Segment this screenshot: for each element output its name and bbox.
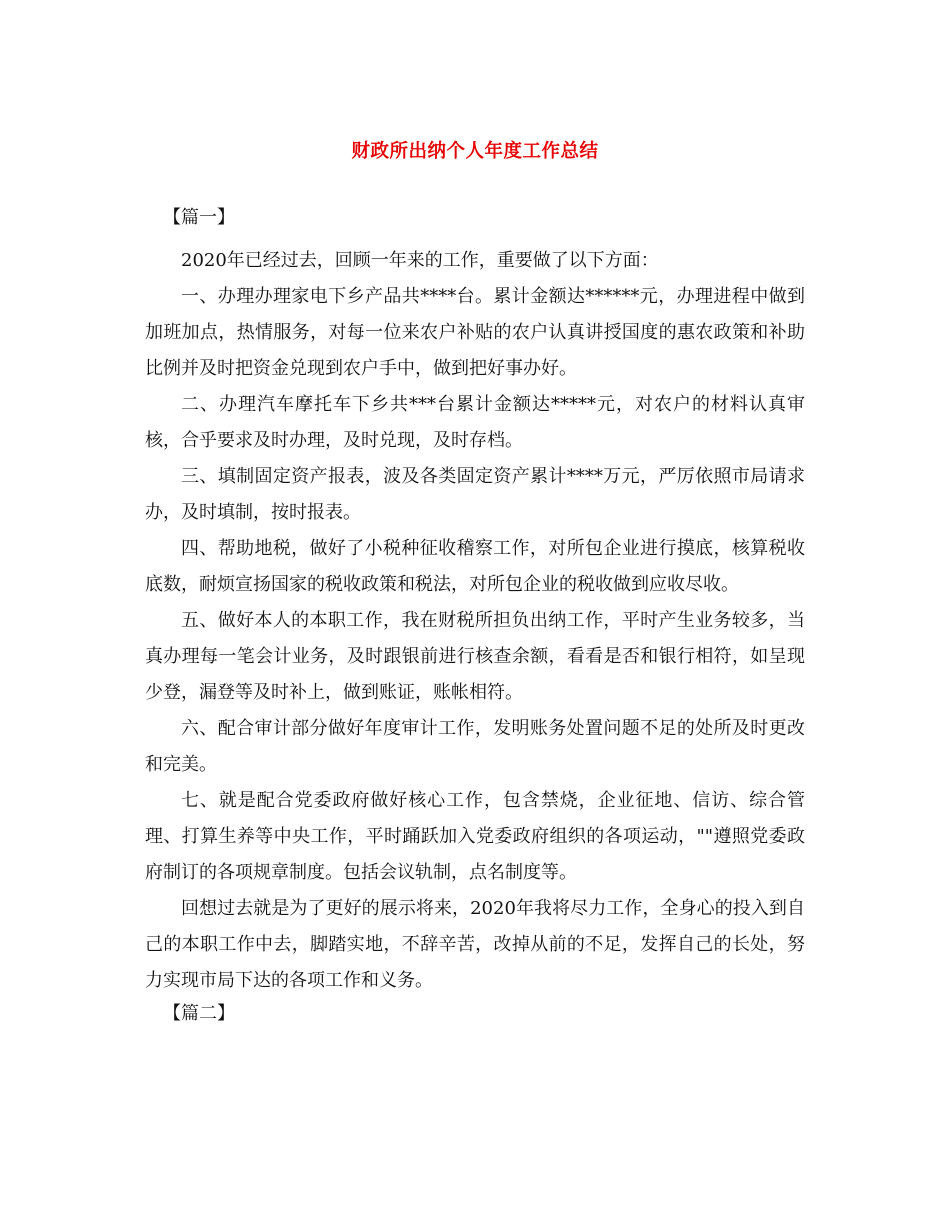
paragraph-item-5: 五、做好本人的本职工作，我在财税所担负出纳工作，平时产生业务较多，当真办理每一笔会计业务，及时跟银前进行核查余额，看看是否和银行相符，如呈现少登，漏登等及时补上，做到账证，账帐相符。 — [145, 610, 805, 703]
paragraph-item-4: 四、帮助地税，做好了小税种征收稽察工作，对所包企业进行摸底，核算税收底数，耐烦宣扬国家的税收政策和税法，对所包企业的税收做到应收尽收。 — [145, 538, 805, 595]
paragraph-item-3: 三、填制固定资产报表，波及各类固定资产累计****万元，严厉依照市局请求办，及时填制，按时报表。 — [145, 466, 805, 523]
document-title: 财政所出纳个人年度工作总结 — [351, 141, 599, 162]
paragraph-item-6: 六、配合审计部分做好年度审计工作，发明账务处置问题不足的处所及时更改和完美。 — [145, 718, 805, 775]
paragraph-intro: 2020年已经过去，回顾一年来的工作，重要做了以下方面： — [181, 250, 659, 271]
paragraph-item-7: 七、就是配合党委政府做好核心工作，包含禁烧，企业征地、信访、综合管理、打算生养等中央工作，平时踊跃加入党委政府组织的各项运动，""遵照党委政府制订的各项规章制度。包括会议轨制，点名制度等。 — [145, 790, 805, 883]
paragraph-item-2: 二、办理汽车摩托车下乡共***台累计金额达*****元，对农户的材料认真审核，合乎要求及时办理，及时兑现，及时存档。 — [145, 394, 805, 451]
section-heading-2: 【篇二】 — [163, 1003, 235, 1024]
document-body — [145, 207, 805, 1039]
paragraph-conclusion: 回想过去就是为了更好的展示将来，2020年我将尽力工作，全身心的投入到自己的本职工作中去，脚踏实地，不辞辛苦，改掉从前的不足，发挥自己的长处，努力实现市局下达的各项工作和义务。 — [145, 898, 805, 991]
section-heading-1: 【篇一】 — [163, 207, 235, 228]
paragraph-item-1: 一、办理办理家电下乡产品共****台。累计金额达******元，办理进程中做到加班加点，热情服务，对每一位来农户补贴的农户认真讲授国度的惠农政策和补助比例并及时把资金兑现到农户手中，做到把好事办好。 — [145, 286, 805, 379]
